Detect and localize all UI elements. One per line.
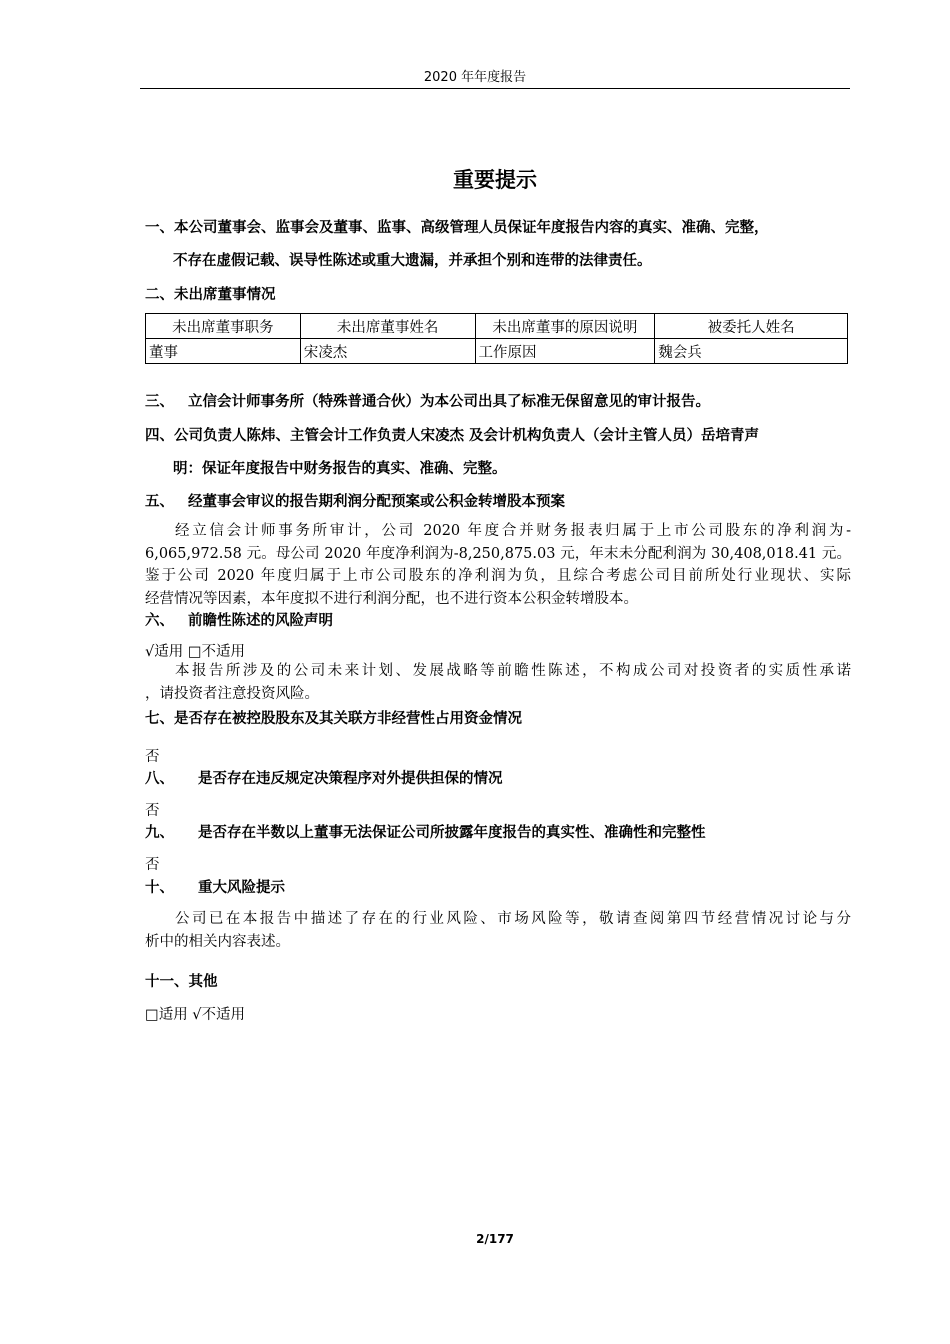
section-5-paragraph [145,520,851,610]
table-cell: 宋凌杰 [300,339,475,364]
paragraph-line: 本报告所涉及的公司未来计划、发展战略等前瞻性陈述，不构成公司对投资者的实质性承诺 [175,663,851,679]
table-cell: 魏会兵 [655,339,848,364]
section-6-number: 六、 [145,613,174,629]
section-8-heading [145,767,503,788]
paragraph-line: 经立信会计师事务所审计，公司 2020 年度合并财务报表归属于上市公司股东的净利润为- [175,523,851,539]
report-header-title: 2020 年年度报告 [423,70,527,85]
section-6-applicability-options: √适用 □不适用 [145,644,246,660]
section-1-line-2: 不存在虚假记载、误导性陈述或重大遗漏，并承担个别和连带的法律责任。 [173,253,652,269]
table-cell: 工作原因 [475,339,655,364]
section-9-number: 九、 [145,825,174,841]
table-header-cell: 被委托人姓名 [655,314,848,339]
section-11-heading: 十一、其他 [145,974,218,990]
section-8-number: 八、 [145,771,174,787]
section-6-paragraph [145,660,851,705]
paragraph-line: 6,065,972.58 元。母公司 2020 年度净利润为-8,250,875.03 元，年末未分配利润为 30,408,018.41 元。 [145,545,851,562]
section-6-text: 前瞻性陈述的风险声明 [188,613,333,629]
section-5-number: 五、 [145,494,174,510]
section-10-text: 重大风险提示 [198,880,285,896]
section-7-answer: 否 [145,749,160,765]
table-cell: 董事 [146,339,301,364]
section-9-heading [145,821,706,842]
section-10-heading [145,876,285,897]
section-5-heading [145,490,565,511]
section-1-line-1: 一、本公司董事会、监事会及董事、监事、高级管理人员保证年度报告内容的真实、准确、完整， [145,220,769,236]
section-5-text: 经董事会审议的报告期利润分配预案或公积金转增股本预案 [188,494,565,510]
paragraph-line: 公司已在本报告中描述了存在的行业风险、市场风险等，敬请查阅第四节经营情况讨论与分 [175,911,851,927]
section-10-number: 十、 [145,880,174,896]
section-7-heading: 七、是否存在被控股股东及其关联方非经营性占用资金情况 [145,711,522,727]
header-divider [140,88,850,89]
section-9-text: 是否存在半数以上董事无法保证公司所披露年度报告的真实性、准确性和完整性 [198,825,706,841]
section-3-text: 立信会计师事务所（特殊普通合伙）为本公司出具了标准无保留意见的审计报告。 [188,394,710,410]
page-title: 重要提示 [453,168,537,192]
section-3-number: 三、 [145,394,174,410]
table-header-row [146,314,848,339]
table-header-cell: 未出席董事职务 [146,314,301,339]
section-4-line-1: 四、公司负责人陈炜、主管会计工作负责人宋凌杰 及会计机构负责人（会计主管人员）岳培青声 [145,428,760,444]
section-10-paragraph [145,908,851,953]
section-6-heading [145,609,333,630]
section-2-heading: 二、未出席董事情况 [145,287,276,303]
page-number: 2/177 [476,1232,514,1246]
section-11-applicability-options: □适用 √不适用 [145,1007,246,1023]
section-8-text: 是否存在违反规定决策程序对外提供担保的情况 [198,771,503,787]
table-header-cell: 未出席董事的原因说明 [475,314,655,339]
section-8-answer: 否 [145,803,160,819]
paragraph-line: ，请投资者注意投资风险。 [145,685,319,702]
table-header-cell: 未出席董事姓名 [300,314,475,339]
section-4-line-2: 明：保证年度报告中财务报告的真实、准确、完整。 [173,461,507,477]
paragraph-line: 鉴于公司 2020 年度归属于上市公司股东的净利润为负，且综合考虑公司目前所处行业现状、实际 [145,568,851,584]
paragraph-line: 经营情况等因素，本年度拟不进行利润分配，也不进行资本公积金转增股本。 [145,590,638,607]
section-3-heading [145,390,710,411]
absent-directors-table [145,313,848,364]
section-9-answer: 否 [145,857,160,873]
paragraph-line: 析中的相关内容表述。 [145,933,290,950]
table-row [146,339,848,364]
